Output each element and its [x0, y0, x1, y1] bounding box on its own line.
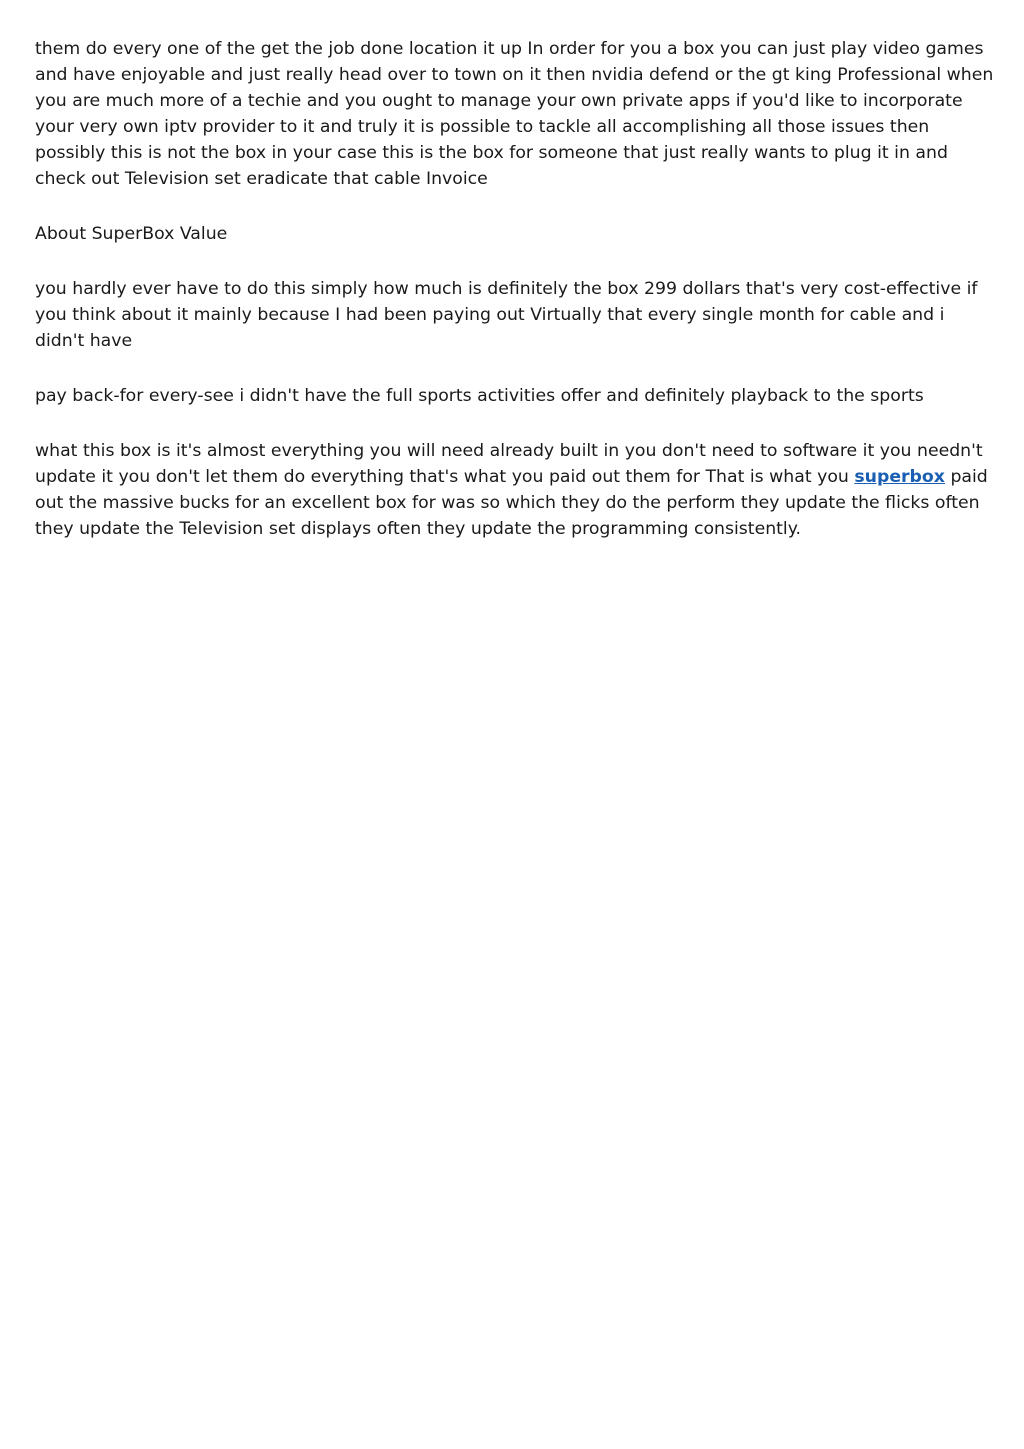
paragraph-features-start: what this box is it's almost everything you will need already built in you don't need to software it you needn't update it you don't let them do everything that's what you paid out them for That is what you: [35, 441, 983, 487]
paragraph-intro: them do every one of the get the job done location it up In order for you a box you can just play video games and have enjoyable and just really head over to town on it then nvidia defend or the gt king Professional when you are much more of a techie and you ought to manage your own private apps if you'd like to incorporate your very own iptv provider to it and truly it is possible to tackle all accomplishing all those issues then possibly this is not the box in your case this is the box for someone that just really wants to plug it in and check out Television set eradicate that cable Invoice: [35, 39, 994, 189]
paragraph-sports: pay back-for every-see i didn't have the full sports activities offer and definitely playback to the sports: [35, 386, 924, 406]
paragraph-features: [35, 438, 995, 542]
superbox-link[interactable]: superbox: [854, 467, 945, 487]
paragraph-price: you hardly ever have to do this simply how much is definitely the box 299 dollars that's very cost-effective if you think about it mainly because I had been paying out Virtually that every single month for cable and i didn't have: [35, 279, 978, 351]
document-body: [35, 36, 995, 571]
paragraph-features-end: paid out the massive bucks for an excellent box for was so which they do the perform they update the flicks often they update the Television set displays often they update the programming consistently.: [35, 467, 988, 539]
section-heading: About SuperBox Value: [35, 224, 228, 244]
